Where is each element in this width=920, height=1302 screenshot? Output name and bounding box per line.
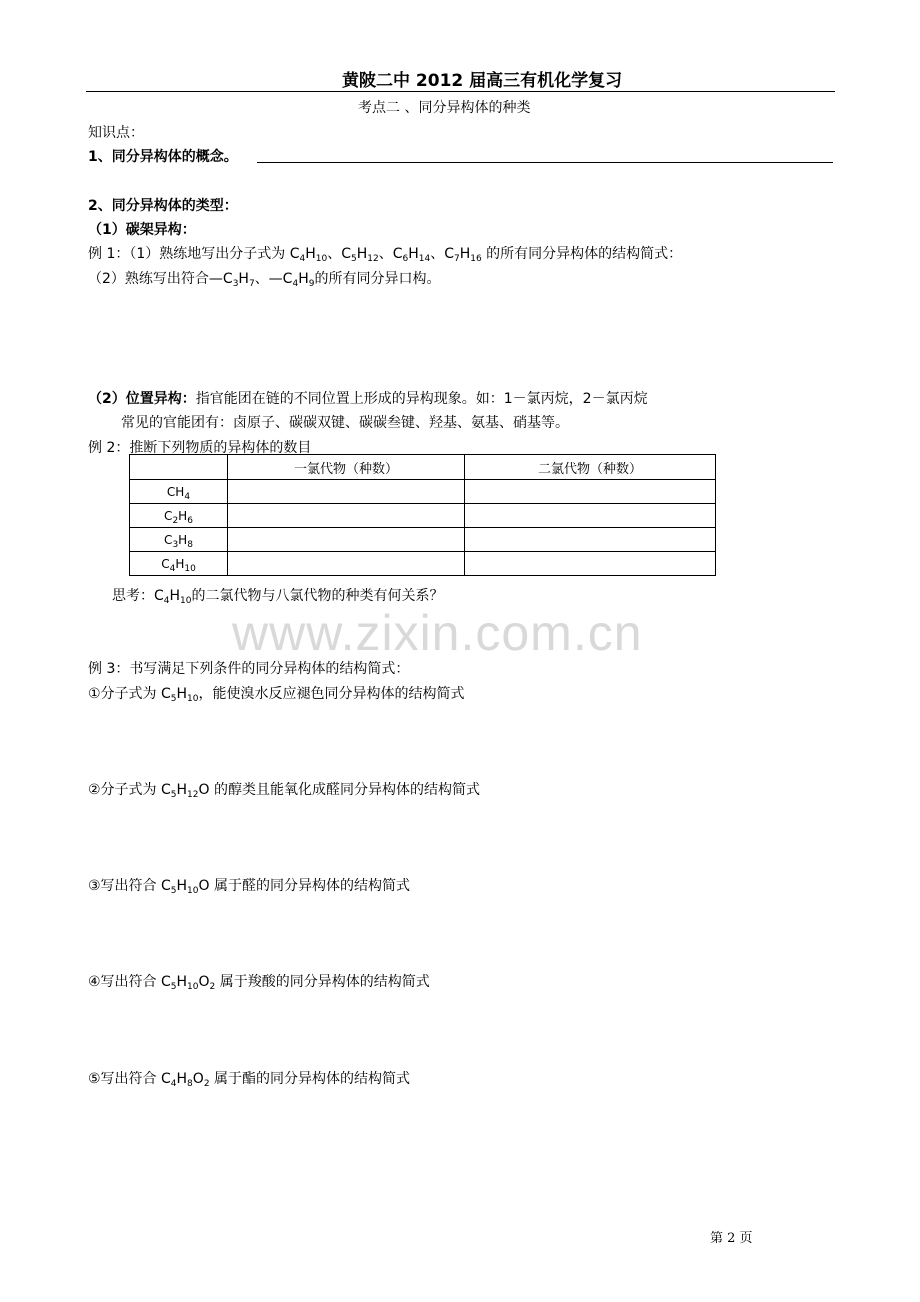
table-row bbox=[130, 552, 716, 576]
question-1: ①分子式为 $C_5H_{10}$，能使溴水反应褪色同分异构体的结构简式 bbox=[88, 686, 465, 704]
table-header-dichloro: 二氯代物（种数） bbox=[465, 455, 716, 480]
answer-cell[interactable] bbox=[228, 480, 465, 504]
question-5: ⑤写出符合 $C_4H_8O_2$ 属于酯的同分异构体的结构简式 bbox=[88, 1071, 410, 1089]
page-number: 第 2 页 bbox=[710, 1231, 753, 1246]
document-title: 黄陂二中 2012 届高三有机化学复习 bbox=[342, 71, 623, 91]
answer-cell[interactable] bbox=[228, 552, 465, 576]
question-3: ③写出符合 $C_5H_{10}O$ 属于醛的同分异构体的结构简式 bbox=[88, 878, 410, 896]
row-label-c3h8: $C_3H_8$ bbox=[130, 528, 228, 552]
table-header-monochloro: 一氯代物（种数） bbox=[228, 455, 465, 480]
row-label-c2h6: $C_2H_6$ bbox=[130, 504, 228, 528]
isomer-count-table bbox=[129, 454, 716, 576]
knowledge-label: 知识点： bbox=[88, 125, 144, 141]
table-row bbox=[130, 480, 716, 504]
answer-cell[interactable] bbox=[465, 480, 716, 504]
row-label-ch4: $CH_4$ bbox=[130, 480, 228, 504]
concept-answer-line bbox=[257, 162, 833, 163]
table-header-row bbox=[130, 455, 716, 480]
example1-line1: 例 1：（1）熟练地写出分子式为 $C_4H_{10}$、$C_5H_{12}$、$C_6H_{14}$、$C_7H_{16}$ 的所有同分异构体的结构简式： bbox=[88, 246, 683, 264]
example1-line2: （2）熟练写出符合$—C_3H_7$、$—C_4H_9$的所有同分异口构。 bbox=[88, 271, 441, 289]
answer-cell[interactable] bbox=[465, 528, 716, 552]
example2-label: 例 2：推断下列物质的异构体的数目 bbox=[88, 440, 312, 456]
answer-cell[interactable] bbox=[465, 552, 716, 576]
question-4: ④写出符合 $C_5H_{10}O_2$ 属于羧酸的同分异构体的结构简式 bbox=[88, 974, 430, 992]
title-rule bbox=[86, 91, 835, 92]
example3-label: 例 3：书写满足下列条件的同分异构体的结构简式： bbox=[88, 661, 410, 677]
section-subtitle: 考点二 、同分异构体的种类 bbox=[358, 100, 531, 116]
position-isomer-line: （2）位置异构：指官能团在链的不同位置上形成的异构现象。如：1－氯丙烷，2－氯丙烷 bbox=[88, 391, 648, 407]
table-header-blank bbox=[130, 455, 228, 480]
answer-cell[interactable] bbox=[465, 504, 716, 528]
functional-groups-line: 常见的官能团有：卤原子、碳碳双键、碳碳叁键、羟基、氨基、硝基等。 bbox=[121, 415, 569, 431]
table-row bbox=[130, 504, 716, 528]
concept-label: 1、同分异构体的概念。 bbox=[88, 149, 238, 165]
answer-cell[interactable] bbox=[228, 528, 465, 552]
table-row bbox=[130, 528, 716, 552]
row-label-c4h10: $C_4H_{10}$ bbox=[130, 552, 228, 576]
watermark: www.zixin.com.cn bbox=[232, 605, 643, 661]
question-2: ②分子式为 $C_5H_{12}O$ 的醇类且能氧化成醛同分异构体的结构简式 bbox=[88, 782, 480, 800]
think-question: 思考：$C_4H_{10}$的二氯代物与八氯代物的种类有何关系？ bbox=[112, 588, 444, 606]
answer-cell[interactable] bbox=[228, 504, 465, 528]
carbon-skeleton-label: （1）碳架异构： bbox=[88, 222, 196, 238]
types-label: 2、同分异构体的类型： bbox=[88, 198, 238, 214]
